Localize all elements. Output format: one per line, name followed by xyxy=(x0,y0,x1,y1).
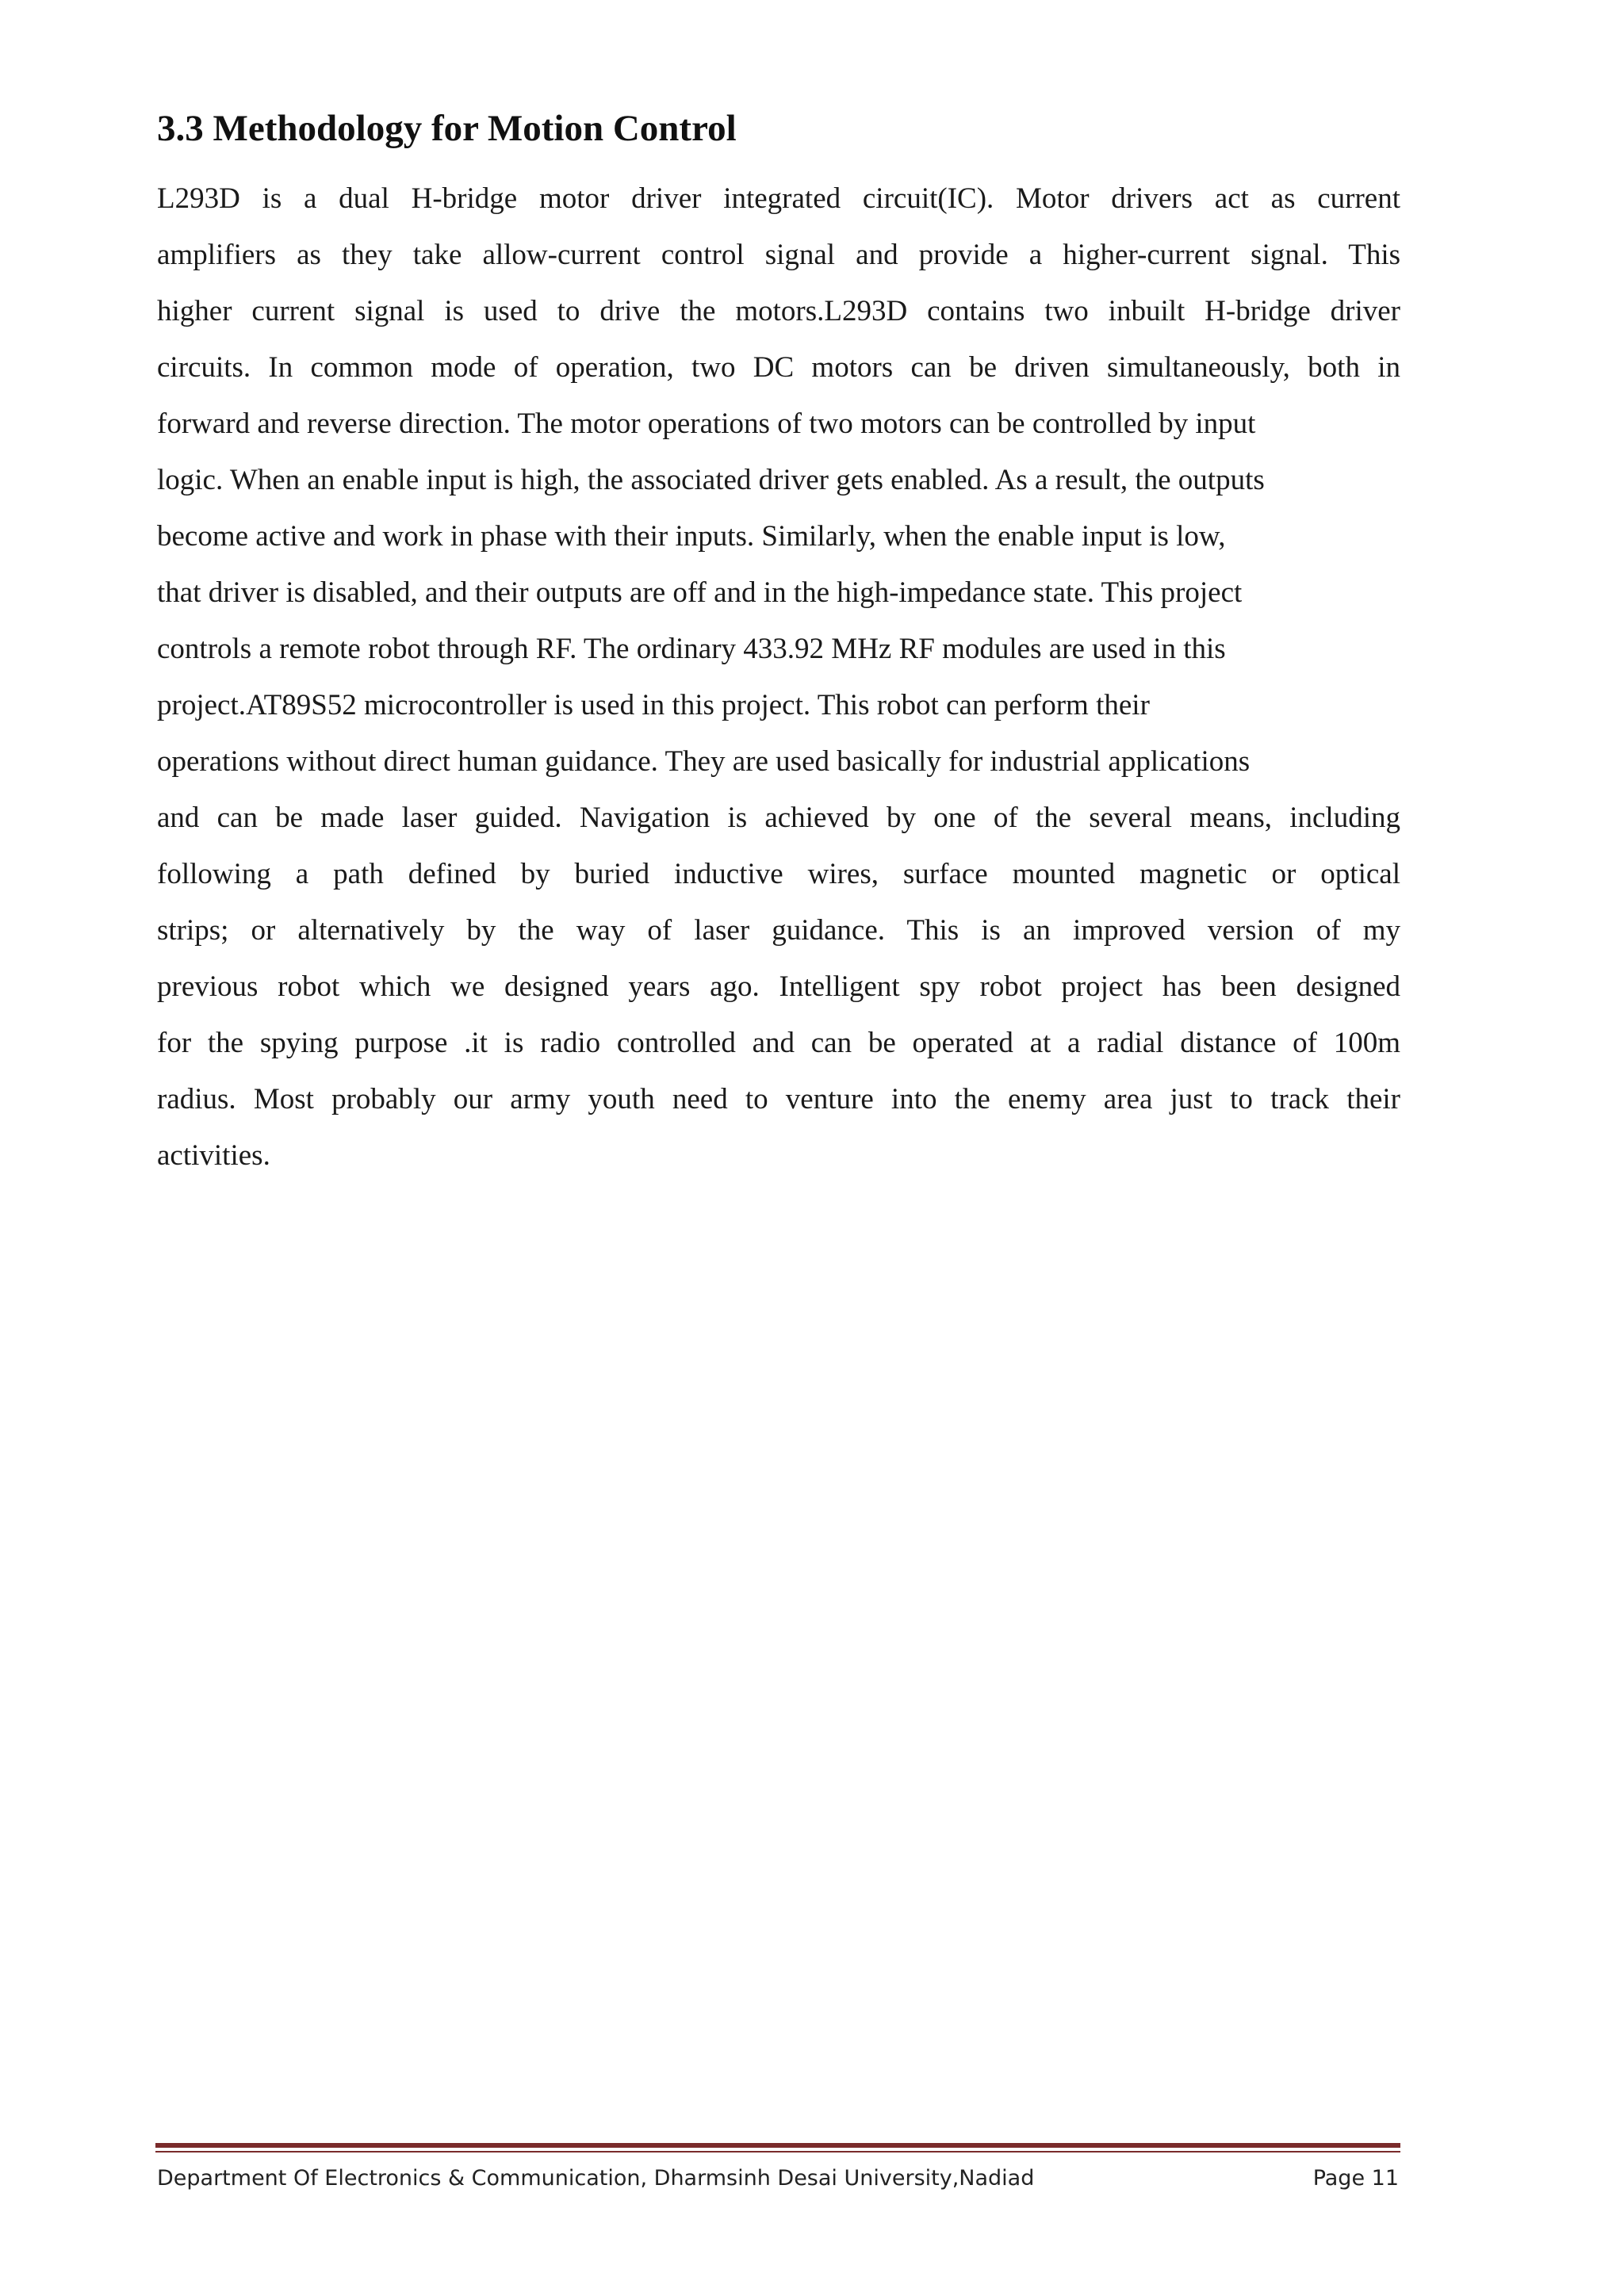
paragraph-line: following a path defined by buried inductive wires, surface mounted magnetic or optical xyxy=(157,858,1400,890)
paragraph-line: that driver is disabled, and their outputs are off and in the high-impedance state. This project xyxy=(157,576,1243,609)
paragraph-line: project.AT89S52 microcontroller is used in this project. This robot can perform their xyxy=(157,689,1150,721)
paragraph-line: activities. xyxy=(157,1139,270,1172)
paragraph-line: amplifiers as they take allow-current control signal and provide a higher-current signal. This xyxy=(157,239,1400,271)
paragraph-line: forward and reverse direction. The motor operations of two motors can be controlled by input xyxy=(157,408,1256,440)
paragraph-line: higher current signal is used to drive the motors.L293D contains two inbuilt H-bridge driver xyxy=(157,295,1400,327)
paragraph-line: become active and work in phase with their inputs. Similarly, when the enable input is low, xyxy=(157,520,1226,553)
footer-department: Department Of Electronics & Communication, Dharmsinh Desai University,Nadiad xyxy=(157,2166,1035,2191)
body-paragraph xyxy=(157,170,1400,1184)
paragraph-line: operations without direct human guidance. They are used basically for industrial applications xyxy=(157,745,1251,778)
paragraph-line: circuits. In common mode of operation, two DC motors can be driven simultaneously, both in xyxy=(157,351,1400,384)
section-heading: 3.3 Methodology for Motion Control xyxy=(157,108,737,149)
footer-divider xyxy=(155,2143,1400,2148)
page-number: Page 11 xyxy=(1312,2166,1399,2191)
page-footer xyxy=(157,2163,1399,2195)
paragraph-line: radius. Most probably our army youth need to venture into the enemy area just to track their xyxy=(157,1083,1400,1115)
paragraph-line: and can be made laser guided. Navigation is achieved by one of the several means, including xyxy=(157,802,1400,834)
paragraph-line: logic. When an enable input is high, the associated driver gets enabled. As a result, the outputs xyxy=(157,464,1265,496)
paragraph-line: strips; or alternatively by the way of laser guidance. This is an improved version of my xyxy=(157,914,1400,947)
paragraph-line: previous robot which we designed years ago. Intelligent spy robot project has been designed xyxy=(157,970,1400,1003)
paragraph-line: controls a remote robot through RF. The ordinary 433.92 MHz RF modules are used in this xyxy=(157,633,1226,665)
footer-divider-thin xyxy=(155,2151,1400,2152)
paragraph-line: L293D is a dual H-bridge motor driver integrated circuit(IC). Motor drivers act as current xyxy=(157,182,1400,215)
paragraph-line: for the spying purpose .it is radio controlled and can be operated at a radial distance of 100m xyxy=(157,1027,1400,1059)
